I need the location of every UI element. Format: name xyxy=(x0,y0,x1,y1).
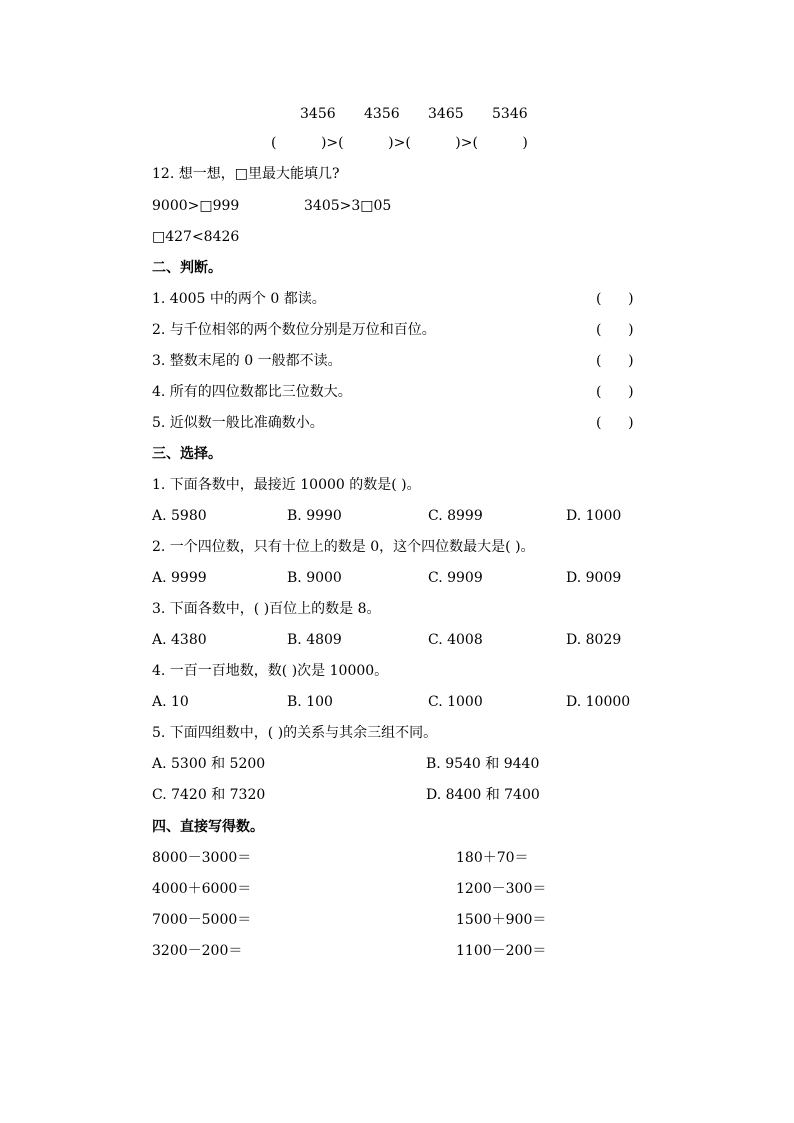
choice-q3-option-b[interactable]: B. 4809 xyxy=(287,632,342,648)
calc-right-3: 1500＋900＝ xyxy=(456,912,547,928)
choice-q5: 5. 下面四组数中，( )的关系与其余三组不同。 xyxy=(152,725,438,741)
judge-item-3: 3. 整数末尾的 0 一般都不读。 xyxy=(152,353,342,369)
choice-q3: 3. 下面各数中，( )百位上的数是 8。 xyxy=(152,601,381,617)
judge-paren-1[interactable]: ( ) xyxy=(596,291,634,307)
choice-q2-option-c[interactable]: C. 9909 xyxy=(428,570,483,586)
choice-q2: 2. 一个四位数，只有十位上的数是 0，这个四位数最大是( )。 xyxy=(152,539,535,555)
choice-q2-option-b[interactable]: B. 9000 xyxy=(287,570,342,586)
judge-paren-2[interactable]: ( ) xyxy=(596,322,634,338)
calc-right-4: 1100－200＝ xyxy=(456,943,547,959)
choice-q5-option-d[interactable]: D. 8400 和 7400 xyxy=(426,787,540,803)
q12-item-3: □427<8426 xyxy=(152,229,240,245)
judge-paren-3[interactable]: ( ) xyxy=(596,353,634,369)
calc-right-2: 1200－300＝ xyxy=(456,881,547,897)
q11-number-3: 3465 xyxy=(428,106,464,122)
q11-number-1: 3456 xyxy=(300,106,336,122)
choice-q4-option-d[interactable]: D. 10000 xyxy=(566,694,631,710)
judge-paren-4[interactable]: ( ) xyxy=(596,384,634,400)
choice-q2-option-d[interactable]: D. 9009 xyxy=(566,570,622,586)
section4-heading: 四、直接写得数。 xyxy=(152,819,264,835)
judge-item-5: 5. 近似数一般比准确数小。 xyxy=(152,415,324,431)
judge-item-1: 1. 4005 中的两个 0 都读。 xyxy=(152,291,326,307)
choice-q5-option-b[interactable]: B. 9540 和 9440 xyxy=(426,756,540,772)
choice-q3-option-a[interactable]: A. 4380 xyxy=(152,632,207,648)
calc-left-3: 7000－5000＝ xyxy=(152,912,252,928)
q12-title: 12. 想一想，□里最大能填几? xyxy=(152,166,340,182)
q11-number-2: 4356 xyxy=(364,106,400,122)
judge-item-2: 2. 与千位相邻的两个数位分别是万位和百位。 xyxy=(152,322,436,338)
q12-item-2: 3405>3□05 xyxy=(304,198,392,214)
choice-q3-option-c[interactable]: C. 4008 xyxy=(428,632,483,648)
choice-q4-option-c[interactable]: C. 1000 xyxy=(428,694,483,710)
choice-q2-option-a[interactable]: A. 9999 xyxy=(152,570,207,586)
choice-q3-option-d[interactable]: D. 8029 xyxy=(566,632,622,648)
choice-q5-option-a[interactable]: A. 5300 和 5200 xyxy=(152,756,266,772)
calc-left-1: 8000－3000＝ xyxy=(152,850,252,866)
choice-q1-option-a[interactable]: A. 5980 xyxy=(152,508,207,524)
choice-q1-option-b[interactable]: B. 9990 xyxy=(287,508,342,524)
q11-number-4: 5346 xyxy=(492,106,528,122)
q11-order-line: ( )>( )>( )>( ) xyxy=(271,135,528,151)
choice-q4-option-a[interactable]: A. 10 xyxy=(152,694,189,710)
choice-q1: 1. 下面各数中，最接近 10000 的数是( )。 xyxy=(152,477,421,493)
judge-item-4: 4. 所有的四位数都比三位数大。 xyxy=(152,384,352,400)
choice-q5-option-c[interactable]: C. 7420 和 7320 xyxy=(152,787,266,803)
judge-paren-5[interactable]: ( ) xyxy=(596,415,634,431)
q12-item-1: 9000>□999 xyxy=(152,198,240,214)
section3-heading: 三、选择。 xyxy=(152,446,222,462)
choice-q4: 4. 一百一百地数，数( )次是 10000。 xyxy=(152,663,389,679)
calc-left-4: 3200－200＝ xyxy=(152,943,243,959)
choice-q4-option-b[interactable]: B. 100 xyxy=(287,694,333,710)
section2-heading: 二、判断。 xyxy=(152,260,222,276)
calc-left-2: 4000＋6000＝ xyxy=(152,881,252,897)
choice-q1-option-c[interactable]: C. 8999 xyxy=(428,508,483,524)
calc-right-1: 180＋70＝ xyxy=(456,850,529,866)
choice-q1-option-d[interactable]: D. 1000 xyxy=(566,508,622,524)
